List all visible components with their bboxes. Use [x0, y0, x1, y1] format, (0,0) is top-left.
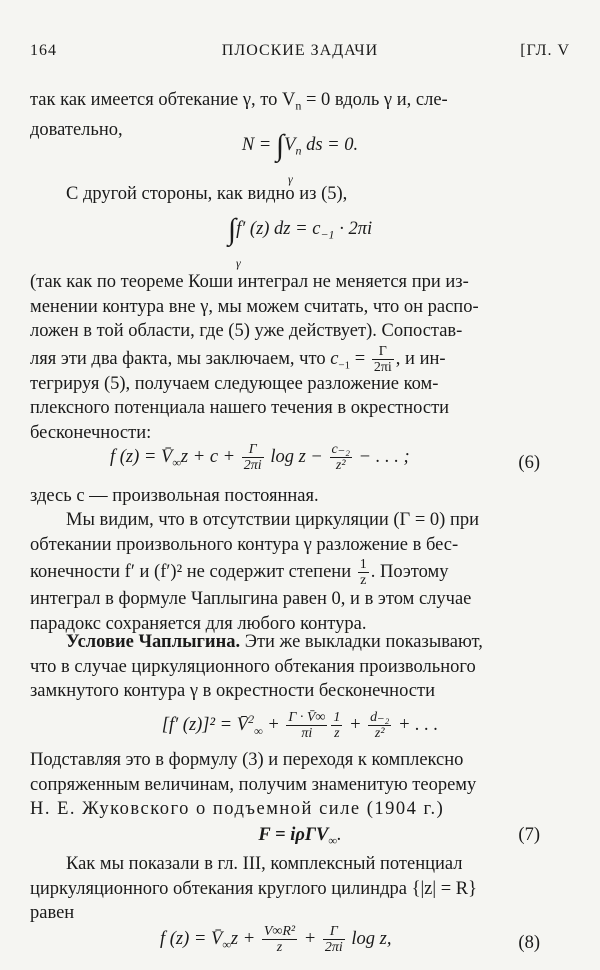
integral-limit: γ: [236, 256, 241, 270]
formula-text: f′ (z) dz = c: [236, 219, 321, 239]
formula-residue: [30, 212, 570, 270]
formula-text: z +: [230, 928, 260, 949]
text-line: [30, 630, 570, 655]
integral-limit: γ: [288, 172, 293, 186]
running-header: [30, 42, 570, 66]
text-line: равен: [30, 903, 75, 923]
text-line: плексного потенциала нашего течения в окрестности: [30, 398, 450, 418]
fraction: [330, 442, 352, 473]
denominator: z: [276, 940, 283, 955]
text-line: Мы видим, что в отсутствии циркуляции (Γ = 0) при: [66, 510, 479, 530]
paragraph-5: [30, 508, 570, 636]
text-line: ложен в той области, где (5) уже действует). Сопостав-: [30, 321, 463, 341]
formula-text: F = iρΓV: [258, 825, 329, 845]
formula-text: f (z) = V̄: [110, 446, 173, 467]
subscript: ∞: [254, 723, 263, 738]
formula-text: log z −: [265, 446, 328, 467]
subscript: ∞: [172, 455, 181, 470]
denominator: z: [334, 726, 340, 742]
numerator: Γ · V̄∞: [288, 710, 326, 726]
page-number: 164: [30, 42, 57, 59]
numerator: Γ: [242, 442, 264, 458]
formula-text: + . . .: [393, 715, 439, 736]
fraction: [323, 924, 345, 955]
subscript: −1: [338, 358, 351, 371]
formula-text: − . . . ;: [354, 446, 410, 467]
text-run: довательно,: [30, 120, 123, 141]
fraction: [358, 557, 369, 588]
text-line: менении контура вне γ, мы можем считать, что он распо-: [30, 296, 479, 317]
denominator: z²: [335, 458, 346, 473]
numerator: Γ: [372, 344, 394, 360]
formula-text: f (z) = V̄: [160, 928, 223, 949]
paragraph-8: [30, 852, 570, 926]
fraction: [331, 710, 342, 741]
formula-cylinder-potential: [30, 924, 570, 964]
denominator: 2πi: [324, 940, 343, 955]
superscript: 2: [248, 712, 255, 726]
text-line: замкнутого контура γ в окрестности бесконечности: [30, 681, 435, 701]
fraction: [368, 710, 391, 741]
denominator: 2πi: [243, 458, 262, 473]
equation-number: (8): [518, 933, 540, 953]
denominator: 2πi: [373, 359, 392, 375]
formula-text: +: [344, 715, 367, 736]
paragraph-7: [30, 748, 570, 822]
integral-sign: ∫: [227, 212, 237, 246]
text-line: Подставляя это в формулу (3) и переходя к комплексно: [30, 750, 464, 770]
fraction: [262, 924, 297, 955]
paragraph-2: С другой стороны, как видно из (5),: [66, 184, 348, 204]
text-line: интеграл в формуле Чаплыгина равен 0, и в этом случае: [30, 589, 472, 609]
subscript: n: [295, 143, 302, 158]
denominator: πi: [301, 726, 313, 742]
denominator: z²: [374, 726, 385, 742]
denominator: z: [360, 573, 367, 589]
text-line: [30, 557, 570, 587]
run-in-heading: Условие Чаплыгина.: [66, 632, 241, 652]
text-run: так как имеется обтекание γ, то V: [30, 90, 296, 110]
text-run: ляя эти два факта, мы заключаем, что: [30, 348, 326, 369]
text-run: Эти же выкладки показывают,: [240, 632, 483, 652]
subscript: n: [295, 98, 302, 113]
formula-text: ds = 0.: [301, 135, 359, 155]
formula-text: +: [299, 928, 321, 949]
paragraph-3: [30, 270, 570, 445]
equation-number: (7): [518, 825, 540, 845]
text-run: = 0 вдоль γ и, сле-: [301, 90, 448, 110]
text-line: Как мы показали в гл. III, комплексный потенциал: [66, 854, 463, 874]
text-line: (так как по теореме Коши интеграл не меняется при из-: [30, 272, 469, 292]
text-run: . Поэтому: [370, 562, 449, 582]
formula-text: V: [284, 135, 296, 155]
formula-text: N =: [241, 135, 276, 155]
formula-text: [f′ (z)]² = V̄: [161, 715, 249, 736]
formula-text: · 2πi: [334, 219, 373, 239]
paragraph-4: здесь c — произвольная постоянная.: [30, 486, 319, 506]
running-title: ПЛОСКИЕ ЗАДАЧИ: [221, 42, 379, 59]
text-line: парадокс сохраняется для любого контура.: [30, 613, 367, 634]
text-line: сопряженным величинам, получим знаменитую теорему: [30, 774, 477, 795]
fraction: [372, 344, 394, 375]
equation-number: (6): [518, 453, 540, 473]
text-line: обтекании произвольного контура γ разложение в бес-: [30, 534, 459, 555]
integral-sign: ∫: [275, 128, 285, 162]
formula-text: .: [336, 825, 342, 845]
numerator: 1: [359, 557, 367, 573]
numerator: d₋₂: [370, 710, 390, 726]
text-line: [30, 343, 570, 375]
formula-text: +: [262, 715, 285, 736]
subscript: ∞: [328, 833, 337, 848]
numerator: 1: [333, 710, 341, 726]
text-line: Н. Е. Жуковского о подъемной силе (1904 г.): [30, 799, 445, 819]
text-line: бесконечности:: [30, 422, 152, 443]
fraction: [286, 710, 327, 741]
formula-text: =: [350, 348, 370, 369]
text-run: , и ин-: [395, 348, 446, 369]
text-line: циркуляционного обтекания круглого цилиндра {|z| = R}: [30, 878, 477, 899]
numerator: c₋₂: [331, 442, 350, 457]
subscript: ∞: [222, 937, 231, 952]
formula-text: z + c +: [180, 446, 240, 467]
paragraph-6: [30, 630, 570, 704]
subscript: −1: [320, 227, 335, 242]
numerator: V∞R²: [263, 924, 296, 939]
formula-expansion: [30, 442, 570, 482]
chapter-label: [ГЛ. V: [520, 42, 570, 59]
formula-square-derivative: [30, 706, 570, 742]
text-line: что в случае циркуляционного обтекания произвольного: [30, 656, 476, 677]
formula-text: c: [330, 348, 339, 369]
numerator: Γ: [323, 924, 345, 940]
text-line: тегрируя (5), получаем следующее разложение ком-: [30, 373, 439, 394]
fraction: [242, 442, 264, 473]
formula-text: log z,: [346, 928, 392, 949]
text-run: конечности f′ и (f′)² не содержит степени: [30, 562, 352, 582]
formula-zhukovsky: [30, 822, 570, 850]
